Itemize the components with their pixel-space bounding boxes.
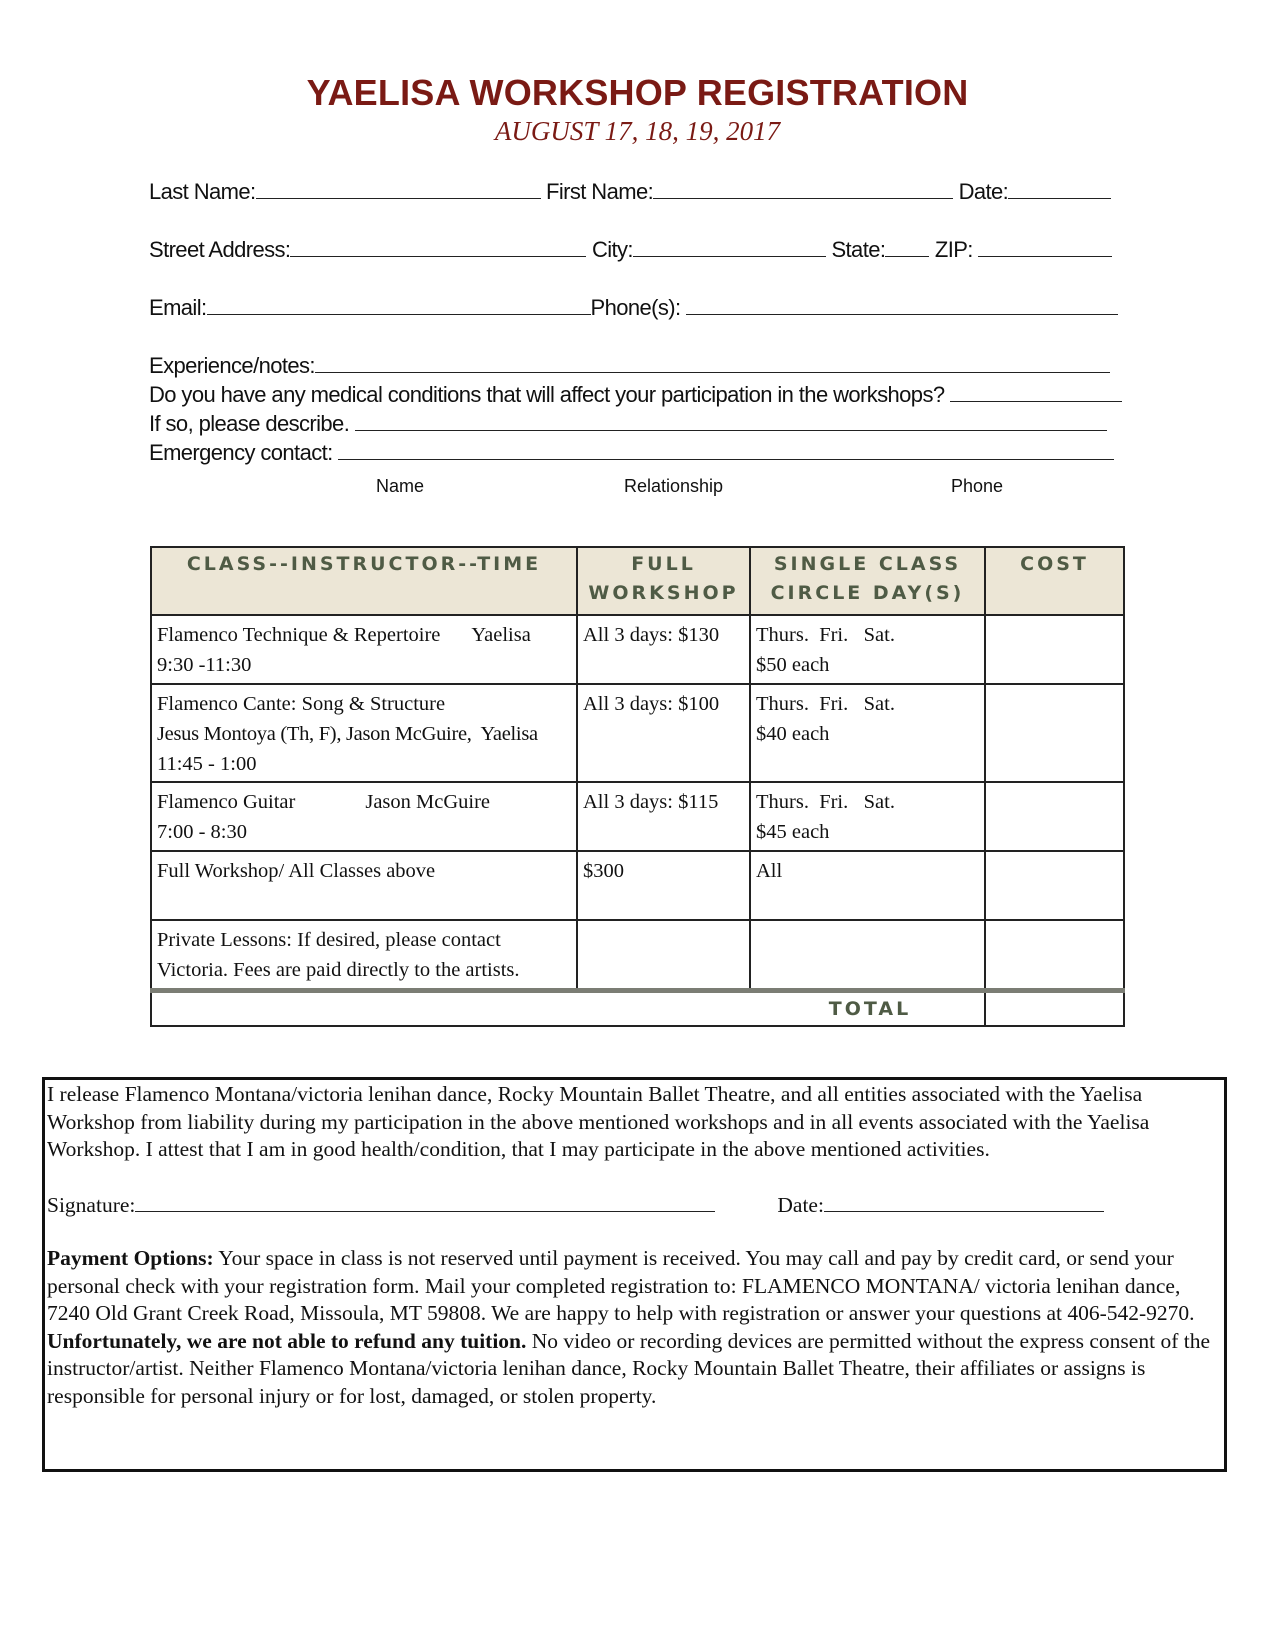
medical-field[interactable] [950,381,1122,402]
class-time: 9:30 -11:30 [157,654,252,676]
emergency-contact-label: Emergency contact: [149,440,333,465]
header-single-class [750,547,985,615]
total-label-cell [151,991,985,1027]
liability-release-text: I release Flamenco Montana/victoria lenihan dance, Rocky Mountain Ballet Theatre, and all entities associated with the Yaelisa Workshop from liability during my participation in the above mentioned workshops and in all events associated with the Yaelisa Workshop. I attest that I am in good health/condition, that I may participate in the above mentioned activities. [47,1082,1150,1161]
signature-row [47,1191,1216,1220]
single-price: $50 each [756,654,830,676]
header-full-workshop [577,547,750,615]
header-single-line1: SINGLE CLASS [773,553,962,575]
class-cell [151,920,577,991]
class-time: 11:45 - 1:00 [157,753,257,775]
signature-field[interactable] [135,1191,715,1212]
emergency-contact-field[interactable] [338,439,1114,460]
class-time: 7:00 - 8:30 [157,821,247,843]
single-class-cell [750,782,985,851]
experience-field[interactable] [315,352,1110,373]
single-class-cell[interactable]: All [750,851,985,920]
state-label: State: [831,237,886,262]
full-workshop-cell [577,920,750,991]
class-name: Flamenco Cante: Song & Structure [157,693,446,715]
signature-date-field[interactable] [824,1191,1104,1212]
cost-cell[interactable] [985,920,1124,991]
class-name: Flamenco Guitar [157,791,296,813]
medical-row [149,381,1122,408]
address-row [149,236,1112,263]
single-class-cell [750,615,985,684]
refund-policy-text: No video or recording devices are permitted without the express consent of the instructor/artist. Neither Flamenco Montana/victoria lenihan dance, Rocky Mountain Ballet Theatre, their affiliates or assigns is responsible for personal injury or for lost, damaged, or stolen property. [47,1328,1210,1408]
total-label: TOTAL [828,998,912,1020]
workshop-dates: AUGUST 17, 18, 19, 2017 [494,116,781,146]
zip-label: ZIP: [934,237,973,262]
refund-policy-heading: Unfortunately, we are not able to refund any tuition. [47,1328,527,1353]
medical-label: Do you have any medical conditions that will affect your participation in the workshops? [149,382,945,407]
last-name-field[interactable] [256,178,541,199]
date-field[interactable] [1008,178,1111,199]
table-row [151,851,1124,920]
contact-row [149,294,1118,321]
release-agreement-box [42,1077,1227,1472]
single-price: $40 each [756,723,830,745]
table-row [151,920,1124,991]
signature-date-label: Date: [777,1192,824,1217]
class-cell [151,615,577,684]
table-row [151,782,1124,851]
phone-field[interactable] [686,294,1118,315]
city-label: City: [591,237,633,262]
total-cost-cell[interactable] [985,991,1124,1027]
emergency-relationship-sublabel: Relationship [624,476,724,496]
header-full-line2: WORKSHOP [588,582,739,604]
cost-cell[interactable] [985,615,1124,684]
header-single-line2: CIRCLE DAY(S) [770,582,965,604]
class-cell [151,782,577,851]
day-options[interactable]: Thurs. Fri. Sat. [756,791,895,813]
email-field[interactable] [207,294,591,315]
class-cell [151,684,577,782]
full-workshop-cell: All 3 days: $100 [577,684,750,782]
table-header-row [151,547,1124,615]
table-row [151,615,1124,684]
city-field[interactable] [633,236,826,257]
full-workshop-cell: All 3 days: $130 [577,615,750,684]
header-cost: COST [985,547,1124,615]
instructor-name: Yaelisa [471,624,531,646]
emergency-phone-sublabel: Phone [951,476,1004,496]
full-workshop-cell: $300 [577,851,750,920]
single-class-cell [750,684,985,782]
private-lessons-note: Private Lessons: If desired, please contact [157,929,501,951]
first-name-label: First Name: [546,179,654,204]
street-address-label: Street Address: [149,237,291,262]
first-name-field[interactable] [653,178,953,199]
emergency-row [149,439,1114,466]
page-title: YAELISA WORKSHOP REGISTRATION [306,72,969,113]
header-class-instructor-time: CLASS--INSTRUCTOR--TIME [151,547,577,615]
class-name: Flamenco Technique & Repertoire [157,624,441,646]
state-field[interactable] [885,236,929,257]
table-row [151,684,1124,782]
experience-label: Experience/notes: [149,353,315,378]
payment-options-text: Your space in class is not reserved until payment is received. You may call and pay by credit card, or send your personal check with your registration form. Mail your completed registration to: FLAMENCO MONTANA/ victoria lenihan dance, 7240 Old Grant Creek Road, Missoula, MT 59808. We are happy to help with registration or answer your questions at 406-542-9270. [47,1246,1195,1325]
zip-field[interactable] [978,236,1112,257]
instructor-name: Jason McGuire [365,791,491,813]
class-cell: Full Workshop/ All Classes above [151,851,577,920]
instructor-name: Jesus Montoya (Th, F), Jason McGuire, Yaelisa [157,723,538,745]
name-row [149,178,1111,205]
last-name-label: Last Name: [149,179,256,204]
day-options[interactable]: Thurs. Fri. Sat. [756,624,895,646]
day-options[interactable]: Thurs. Fri. Sat. [756,693,895,715]
cost-cell[interactable] [985,782,1124,851]
single-class-cell [750,920,985,991]
describe-field[interactable] [355,410,1107,431]
header-full-line1: FULL [631,553,696,575]
payment-options-heading: Payment Options: [47,1246,214,1270]
emergency-name-sublabel: Name [376,476,425,496]
email-label: Email: [149,295,207,320]
total-row [151,991,1124,1027]
signature-label: Signature: [47,1192,136,1217]
full-workshop-cell: All 3 days: $115 [577,782,750,851]
describe-label: If so, please describe. [149,411,350,436]
single-price: $45 each [756,821,830,843]
street-address-field[interactable] [290,236,586,257]
date-label: Date: [958,179,1009,204]
experience-row [149,352,1110,379]
cost-cell[interactable] [985,851,1124,920]
cost-cell[interactable] [985,684,1124,782]
registration-table [150,546,1125,1027]
describe-row [149,410,1107,437]
payment-options [47,1245,1216,1328]
refund-policy [47,1328,1216,1411]
phone-label: Phone(s): [590,295,681,320]
private-lessons-note-2: Victoria. Fees are paid directly to the artists. [157,959,520,981]
